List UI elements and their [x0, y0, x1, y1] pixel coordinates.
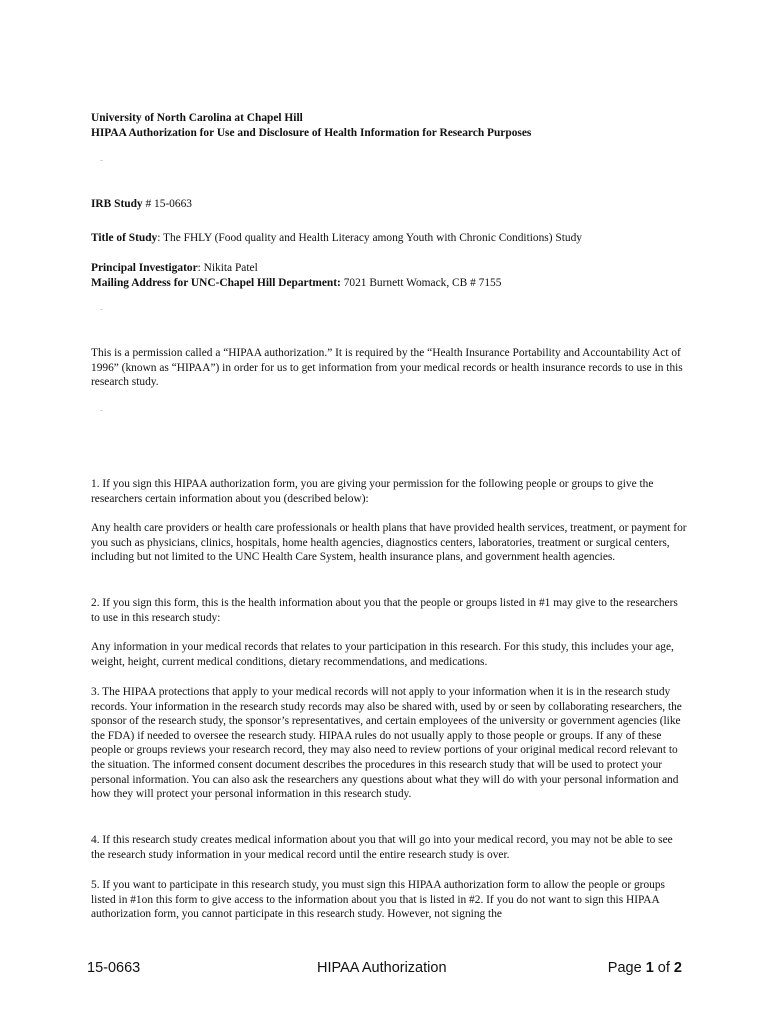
section-3-paragraph: 3. The HIPAA protections that apply to your medical records will not apply to your information when it is in the research study records. Your information in the research study records may also be shared with, used by or seen by collaborating researchers, the sponsor of the research study, the sponsor’s representatives, and certain employees of the university or government agencies (like the FDA) if needed to oversee the research study. HIPAA rules do not usually apply to those people or groups. If any of these people or groups reviews your research record, they may also need to review portions of your original medical record relevant to the situation. The informed consent document describes the procedures in this research study that will be used to protect your personal information. You can also ask the researchers any questions about what they will do with your personal information and how they will protect your personal information in this research study.: [91, 686, 682, 801]
paragraph-mark: [100, 160, 103, 161]
irb-label: IRB Study: [91, 198, 143, 210]
paragraph-mark: [100, 410, 103, 411]
page-of: of: [653, 960, 674, 976]
study-title-label: Title of Study: [91, 232, 158, 244]
page-current: 1: [645, 960, 654, 976]
section-4-paragraph: 4. If this research study creates medical information about you that will go into your medical record, you may not be able to see the research study information in your medical record until the entire research study is over.: [91, 834, 673, 861]
section-2-detail-paragraph: Any information in your medical records that relates to your participation in this research. For this study, this includes your age, weight, height, current medical conditions, dietary recommendations, and medications.: [91, 641, 674, 668]
mailing-address-line: [91, 276, 687, 291]
section-2-paragraph: 2. If you sign this form, this is the health information about you that the people or groups listed in #1 may give to the researchers to use in this research study:: [91, 597, 678, 624]
principal-investigator-line: [91, 261, 687, 276]
footer-doc-number: 15-0663: [87, 960, 141, 976]
footer-page-number: [608, 960, 682, 976]
address-label: Mailing Address for UNC-Chapel Hill Department:: [91, 277, 341, 289]
page-word: Page: [607, 960, 646, 976]
irb-number: # 15-0663: [142, 198, 192, 210]
study-title-value: : The FHLY (Food quality and Health Literacy among Youth with Chronic Conditions) Study: [157, 232, 582, 244]
study-title-line: [91, 231, 687, 246]
address-value: 7021 Burnett Womack, CB # 7155: [340, 277, 502, 289]
irb-study-line: [91, 197, 687, 212]
section-5-paragraph: 5. If you want to participate in this research study, you must sign this HIPAA authorization form to allow the people or groups listed in #1on this form to give access to the information about you that is listed in #2. If you do not want to sign this HIPAA authorization form, you cannot participate in this research study. However, not signing the: [91, 879, 665, 921]
document-header: [91, 111, 687, 140]
institution-name: University of North Carolina at Chapel Hill: [91, 112, 303, 124]
intro-paragraph: This is a permission called a “HIPAA authorization.” It is required by the “Health Insurance Portability and Accountability Act of 1996” (known as “HIPAA”) in order for us to get information from your medical records or health insurance records to use in this research study.: [91, 347, 683, 389]
pi-value: : Nikita Patel: [197, 262, 258, 274]
section-1-detail-paragraph: Any health care providers or health care professionals or health plans that have provided health services, treatment, or payment for you such as physicians, clinics, hospitals, home health agencies, diagnostics centers, laboratories, treatment or surgical centers, including but not limited to the UNC Health Care System, health insurance plans, and government health agencies.: [91, 522, 687, 564]
paragraph-mark: [100, 309, 103, 310]
form-title: HIPAA Authorization for Use and Disclosure of Health Information for Research Purposes: [91, 126, 532, 139]
page-total: 2: [673, 960, 682, 976]
pi-label: Principal Investigator: [91, 262, 198, 274]
footer-doc-name: HIPAA Authorization: [317, 960, 447, 976]
section-1-paragraph: 1. If you sign this HIPAA authorization form, you are giving your permission for the following people or groups to give the researchers certain information about you (described below):: [91, 478, 654, 505]
